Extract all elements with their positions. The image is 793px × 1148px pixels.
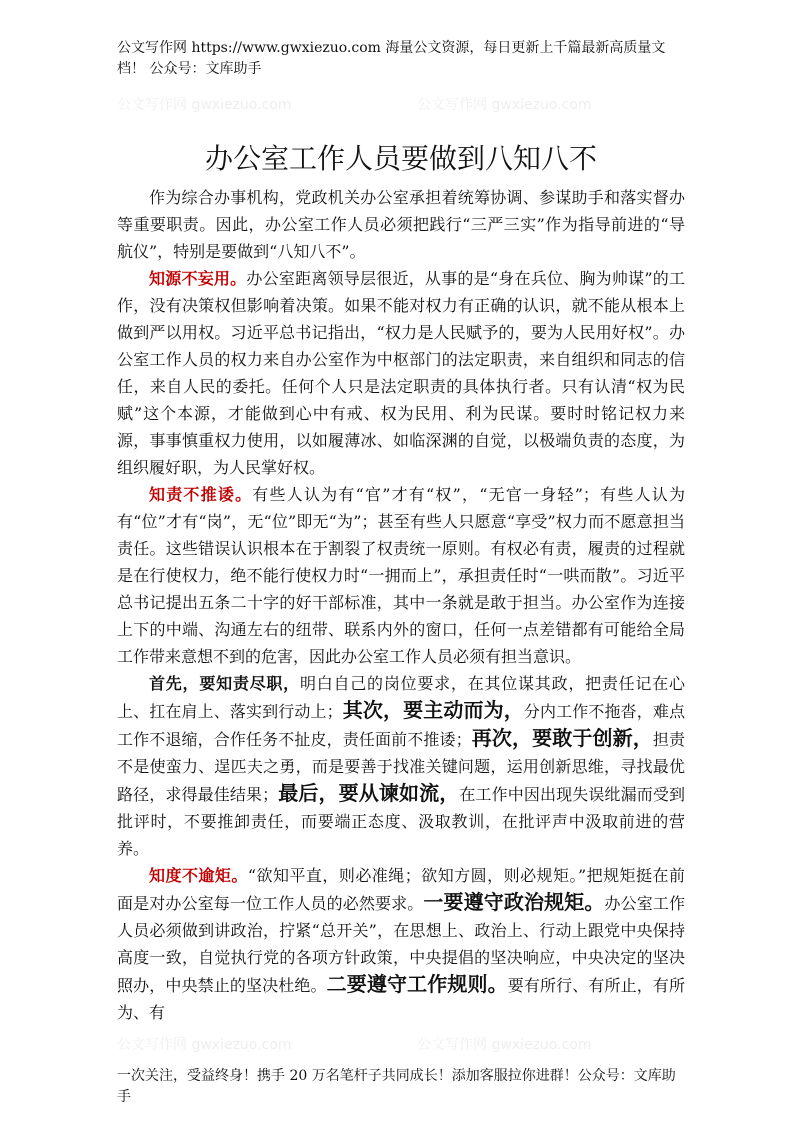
page-footer: 一次关注，受益终身！携手 20 万名笔杆子共同成长！添加客服拉你进群！公众号：文库助手 <box>117 1068 676 1105</box>
watermark-text: 公文写作网 gwxiezuo.com <box>417 97 592 113</box>
section-heading: 知度不逾矩。 <box>149 866 248 885</box>
watermark-text: 公文写作网 gwxiezuo.com <box>417 1037 592 1053</box>
text-run: 分内工作不拖沓，难点工作不退缩，合作任务不扯皮，责任面前不推诿； <box>117 702 685 749</box>
watermark-text: 公文写作网 gwxiezuo.com <box>117 97 292 113</box>
document-title: 办公室工作人员要做到八知八不 <box>204 142 597 175</box>
emphasis-text: 首先，要知责尽职， <box>149 674 300 693</box>
text-run: 作为综合办事机构，党政机关办公室承担着统筹协调、参谋助手和落实督办等重要职责。因此，办公室工作人员必须把践行“三严三实”作为指导前进的“导航仪”，特别是要做到“八知八不”。 <box>117 188 685 261</box>
text-run: 办公室工作人员必须做到讲政治，拧紧“总开关”，在思想上、政治上、行动上跟党中央保持高度一致，自觉执行党的各项方针政策，中央提倡的坚决响应，中央决定的坚决照办，中央禁止的坚决杜绝。 <box>117 894 685 995</box>
paragraph <box>117 184 685 265</box>
watermark-band-bottom <box>117 1026 685 1062</box>
paragraph <box>117 265 685 481</box>
text-run: 在工作中因出现失误纰漏而受到批评时，不要推卸责任，而要端正态度、汲取教训，在批评声中汲取前进的营养。 <box>117 785 685 858</box>
text-run: “欲知平直，则必准绳；欲知方圆，则必规矩。”把规矩挺在前面是对办公室每一位工作人员的必然要求。 <box>117 866 685 913</box>
text-run: 明白自己的岗位要求，在其位谋其政，把责任记在心上、扛在肩上、落实到行动上； <box>117 674 685 721</box>
text-run: 有些人认为有“官”才有“权”，“无官一身轻”；有些人认为有“位”才有“岗”，无“位”即无“为”；甚至有些人只愿意“享受”权力而不愿意担当责任。这些错误认识根本在于割裂了权责统一原则。有权必有责，履责的过程就是在行使权力，绝不能行使权力时“一拥而上”，承担责任时“一哄而散”。习近平总书记提出五条二十字的好干部标准，其中一条就是敢于担当。办公室作为连接上下的中端、沟通左右的纽带、联系内外的窗口，任何一点差错都有可能给全局工作带来意想不到的危害，因此办公室工作人员必须有担当意识。 <box>117 485 685 666</box>
text-run: 担责不是使蛮力、逞匹夫之勇，而是要善于找准关键问题，运用创新思维，寻找最优路径，求得最佳结果； <box>117 730 685 804</box>
section-heading: 知责不推诿。 <box>149 485 253 504</box>
paragraph <box>117 481 685 670</box>
emphasis-text: 其次，要主动而为， <box>342 698 524 722</box>
emphasis-text: 二要遵守工作规则。 <box>326 972 508 996</box>
emphasis-text: 最后，要从谏如流， <box>278 781 460 805</box>
section-heading: 知源不妄用。 <box>149 269 247 288</box>
emphasis-text: 再次，要敢于创新， <box>471 726 653 750</box>
document-body <box>117 184 685 1026</box>
text-run: 办公室距离领导层很近，从事的是“身在兵位、胸为帅谋”的工作，没有决策权但影响着决策。如果不能对权力有正确的认识，就不能从根本上做到严以用权。习近平总书记指出，“权力是人民赋予的，要为人民用好权”。办公室工作人员的权力来自办公室作为中枢部门的法定职责，来自组织和同志的信任，来自人民的委托。任何个人只是法定职责的具体执行者。只有认清“权为民赋”这个本源，才能做到心中有戒、权为民用、利为民谋。要时时铭记权力来源，事事慎重权力使用，以如履薄冰、如临深渊的自觉，以极端负责的态度，为组织履好职，为人民掌好权。 <box>117 269 685 477</box>
text-run: 要有所行、有所止，有所为、有 <box>117 976 685 1022</box>
page-header: 公文写作网 https://www.gwxiezuo.com 海量公文资源，每日更新上千篇最新高质量文档！ 公众号：文库助手 <box>117 40 666 77</box>
emphasis-text: 一要遵守政治规矩。 <box>423 890 605 914</box>
watermark-band-top <box>117 86 685 136</box>
paragraph <box>117 670 685 862</box>
watermark-text: 公文写作网 gwxiezuo.com <box>117 1037 292 1053</box>
paragraph <box>117 862 685 1026</box>
